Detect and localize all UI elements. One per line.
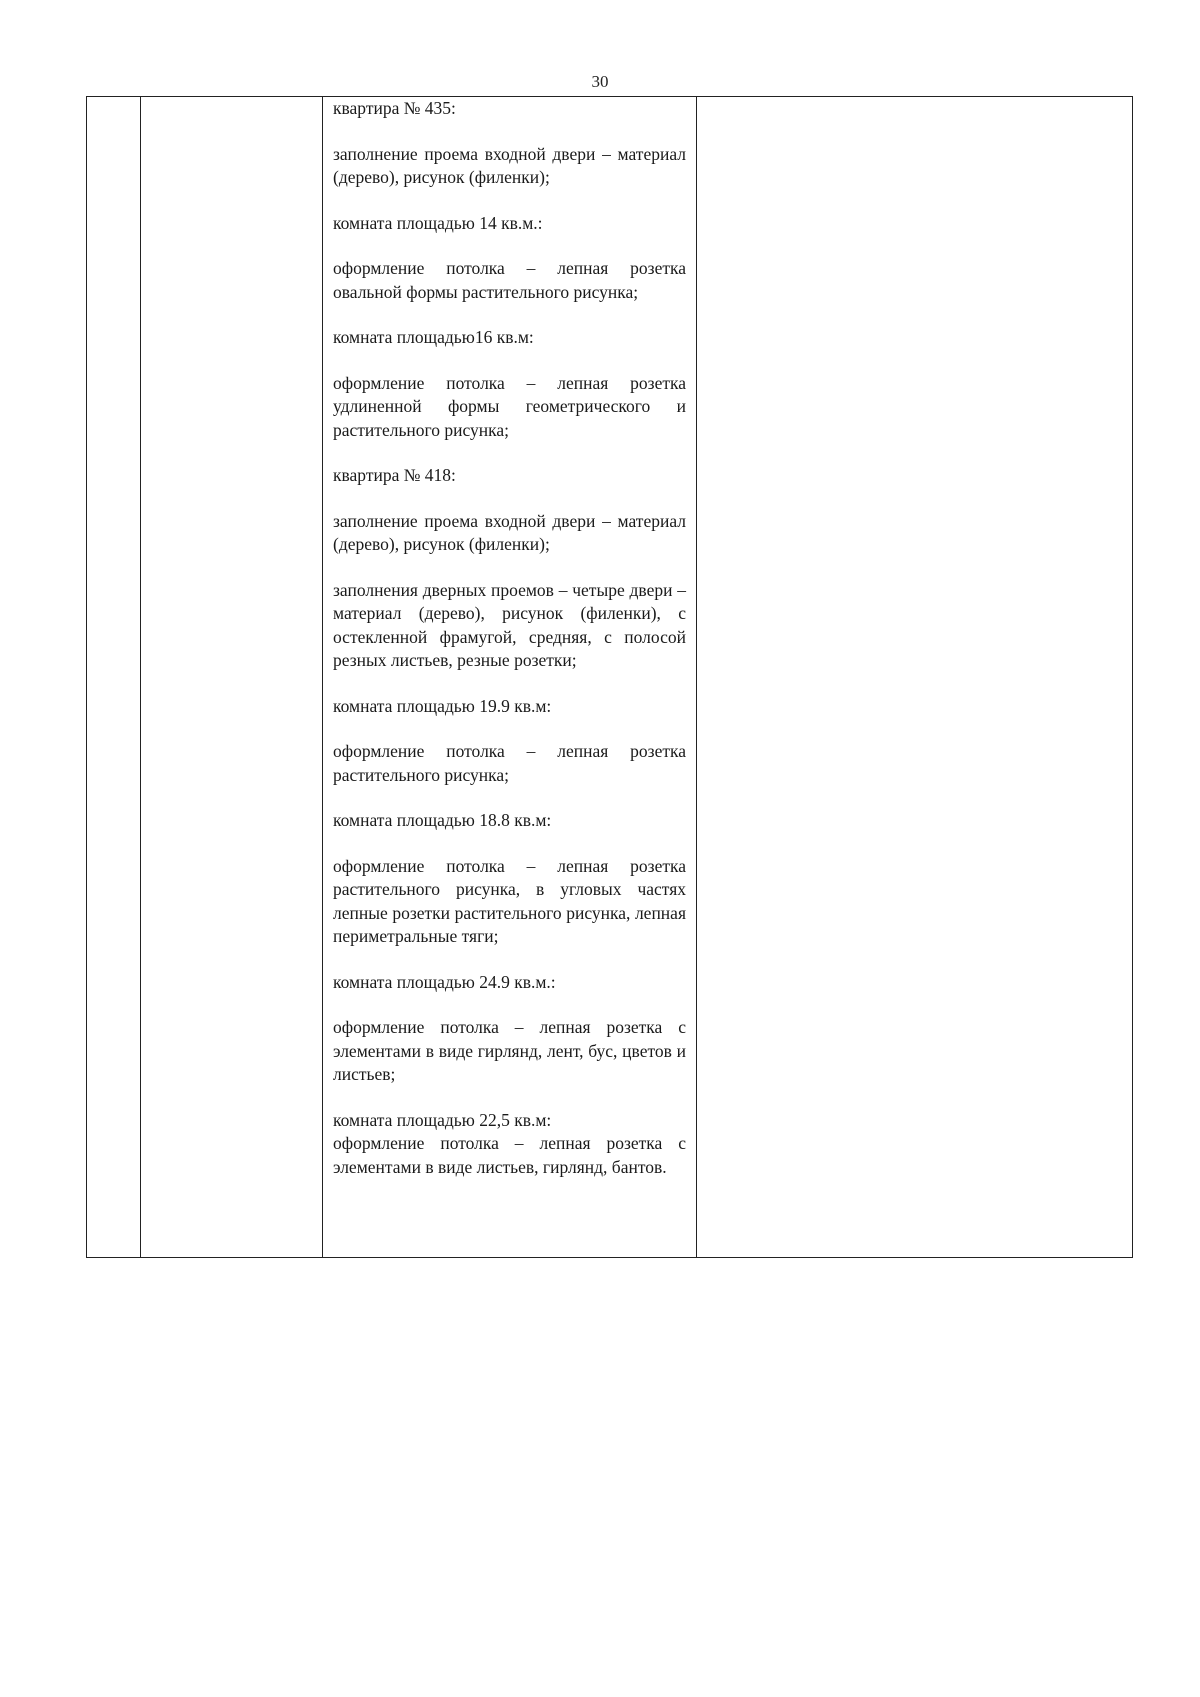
table-row bbox=[87, 97, 1133, 1258]
paragraph: комната площадью 18.8 кв.м: bbox=[333, 810, 552, 830]
table-cell-number bbox=[87, 97, 141, 1258]
table-cell-name bbox=[141, 97, 323, 1258]
paragraph: оформление потолка – лепная розетка с элементами в виде листьев, гирлянд, бантов. bbox=[333, 1133, 686, 1177]
paragraph: оформление потолка – лепная розетка с элементами в виде гирлянд, лент, бус, цветов и листьев; bbox=[333, 1017, 686, 1084]
paragraph: оформление потолка – лепная розетка растительного рисунка; bbox=[333, 741, 686, 785]
document-table bbox=[86, 96, 1133, 1258]
paragraph: заполнения дверных проемов – четыре двери – материал (дерево), рисунок (филенки), с остекленной фрамугой, средняя, с полосой резных листьев, резные розетки; bbox=[333, 579, 686, 670]
paragraph: заполнение проема входной двери – материал (дерево), рисунок (филенки); bbox=[333, 143, 686, 187]
paragraph: комната площадью 22,5 кв.м: bbox=[333, 1109, 552, 1130]
paragraph: оформление потолка – лепная розетка удлиненной формы геометрического и растительного рисунка; bbox=[333, 372, 686, 440]
paragraph: заполнение проема входной двери – материал (дерево), рисунок (филенки); bbox=[333, 510, 686, 554]
paragraph: комната площадью 19.9 кв.м: bbox=[333, 695, 552, 716]
paragraph: квартира № 418: bbox=[333, 465, 456, 485]
paragraph: комната площадью 24.9 кв.м.: bbox=[333, 971, 556, 992]
paragraph: оформление потолка – лепная розетка растительного рисунка, в угловых частях лепные розетки растительного рисунка, лепная периметральные тяги; bbox=[333, 855, 686, 946]
paragraph: квартира № 435: bbox=[333, 98, 456, 118]
page-number: 30 bbox=[591, 72, 609, 91]
paragraph: оформление потолка – лепная розетка овальной формы растительного рисунка; bbox=[333, 258, 686, 302]
paragraph: комната площадью 14 кв.м.: bbox=[333, 212, 543, 233]
table-cell-notes bbox=[697, 97, 1133, 1258]
table-cell-description bbox=[323, 97, 697, 1258]
paragraph: комната площадью16 кв.м: bbox=[333, 327, 534, 347]
